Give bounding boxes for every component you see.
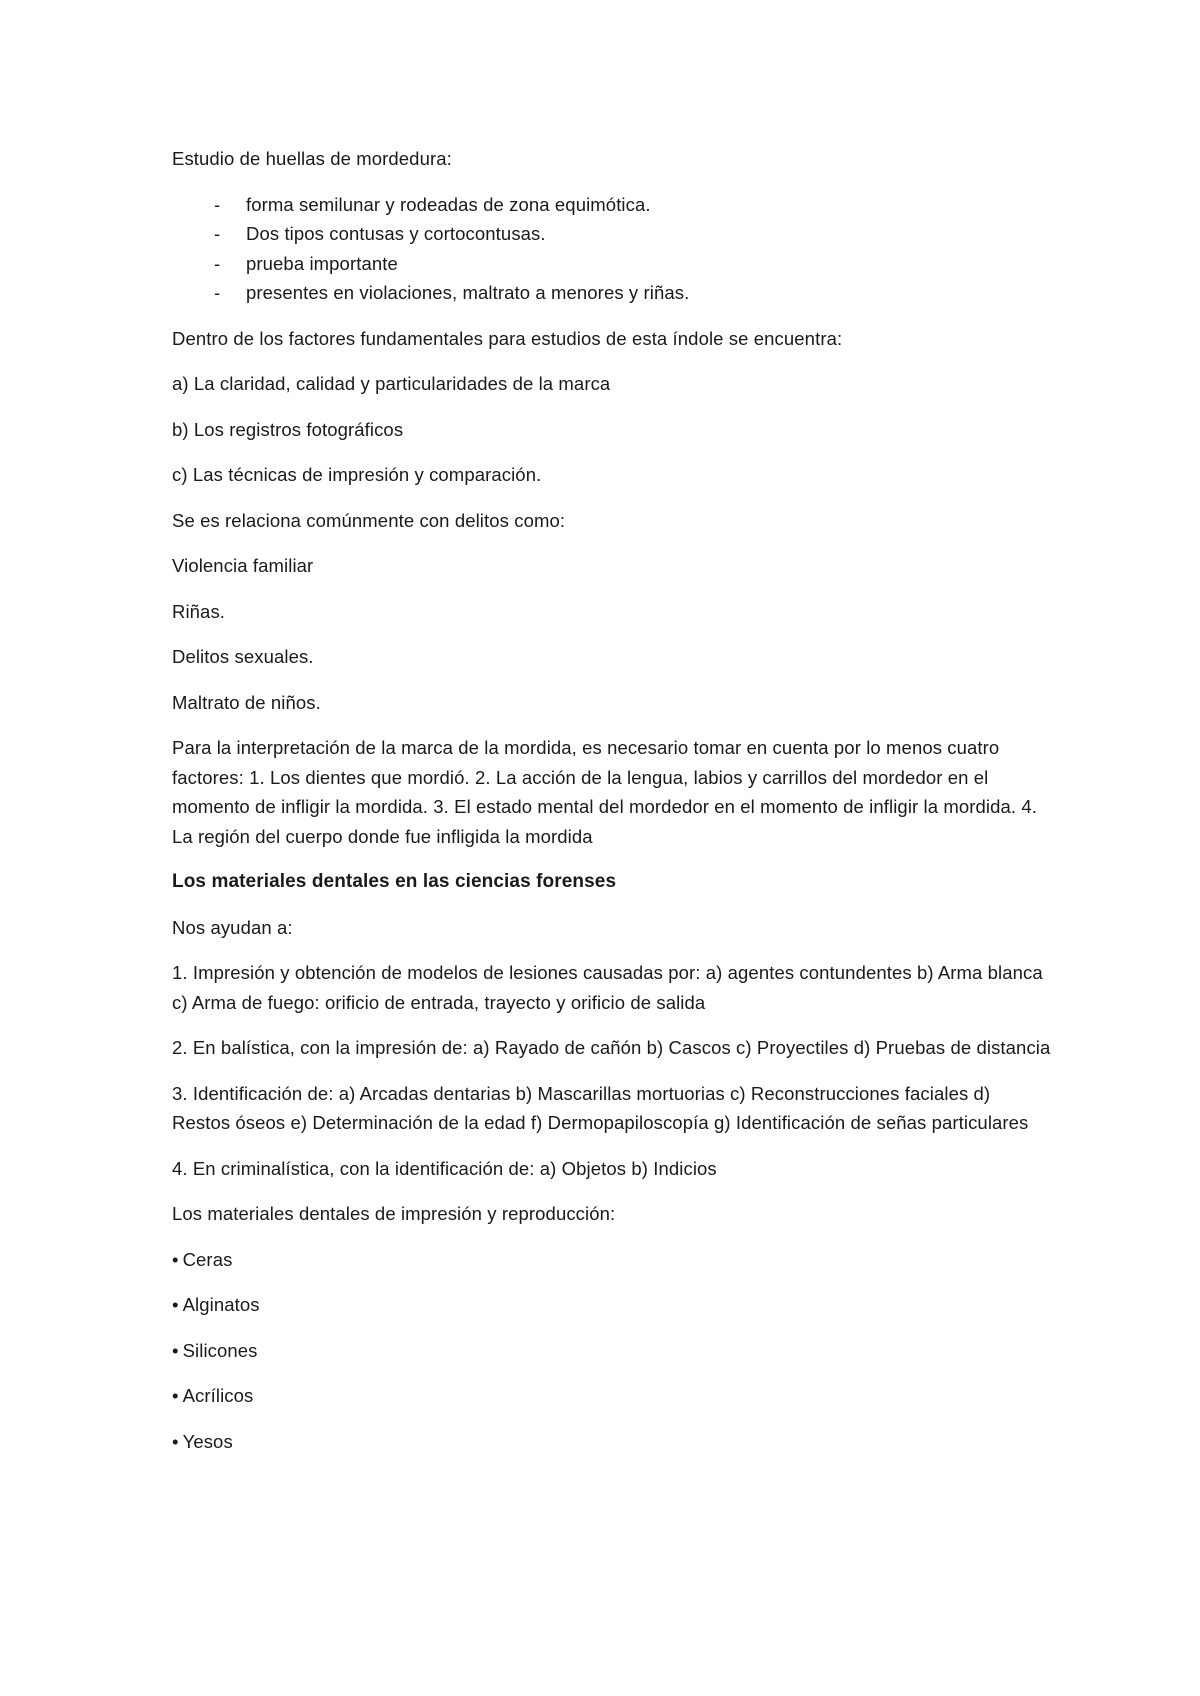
material-item (172, 1245, 1052, 1275)
factor-item: b) Los registros fotográficos (172, 418, 404, 440)
numbered-item: 3. Identificación de: a) Arcadas dentarias b) Mascarillas mortuorias c) Reconstrucciones faciales d) Restos óseos e) Determinación de la edad f) Dermopapiloscopía g) Identificación de señas particulares (172, 1082, 1029, 1133)
bullet-icon: • (172, 1248, 179, 1270)
document-body (172, 144, 1052, 1472)
material-item (172, 1290, 1052, 1320)
dash-list-item (172, 190, 1052, 220)
dash-marker: - (214, 193, 221, 215)
dash-marker: - (214, 223, 221, 244)
material-item-text: Ceras (182, 1248, 233, 1270)
bullet-icon: • (172, 1430, 179, 1452)
help-intro: Nos ayudan a: (172, 916, 293, 938)
bullet-icon: • (172, 1339, 179, 1361)
crime-item: Riñas. (172, 600, 226, 622)
section-heading: Los materiales dentales en las ciencias forenses (172, 871, 617, 892)
intro-title: Estudio de huellas de mordedura: (172, 148, 452, 169)
crime-item: Maltrato de niños. (172, 691, 321, 713)
dash-item-text: Dos tipos contusas y cortocontusas. (246, 223, 546, 244)
bullet-icon: • (172, 1385, 179, 1406)
dash-list (172, 190, 1052, 308)
dash-list-item (172, 249, 1052, 279)
crime-item: Delitos sexuales. (172, 646, 314, 667)
material-item-text: Alginatos (182, 1294, 260, 1315)
numbered-item: 1. Impresión y obtención de modelos de lesiones causadas por: a) agentes contundentes b) Arma blanca c) Arma de fuego: orificio de entrada, trayecto y orificio de salida (172, 962, 1043, 1013)
dash-list-item (172, 278, 1052, 308)
material-item (172, 1427, 1052, 1457)
material-item-text: Acrílicos (182, 1385, 254, 1406)
numbered-item: 4. En criminalística, con la identificación de: a) Objetos b) Indicios (172, 1157, 717, 1179)
interpretation-paragraph: Para la interpretación de la marca de la mordida, es necesario tomar en cuenta por lo menos cuatro factores: 1. Los dientes que mordió. 2. La acción de la lengua, labios y carrillos del mordedor en el momento de infligir la mordida. 3. El estado mental del mordedor en el momento de infligir la mordida. 4. La región del cuerpo donde fue infligida la mordida (172, 737, 1038, 847)
material-item (172, 1381, 1052, 1411)
numbered-item: 2. En balística, con la impresión de: a) Rayado de cañón b) Cascos c) Proyectiles d) Pruebas de distancia (172, 1037, 1051, 1058)
crime-item: Violencia familiar (172, 555, 314, 576)
factor-item: c) Las técnicas de impresión y comparación. (172, 464, 542, 485)
dash-item-text: forma semilunar y rodeadas de zona equimótica. (246, 193, 651, 215)
dash-item-text: presentes en violaciones, maltrato a menores y riñas. (246, 282, 690, 303)
factor-item: a) La claridad, calidad y particularidades de la marca (172, 373, 611, 394)
material-item (172, 1336, 1052, 1366)
factors-intro: Dentro de los factores fundamentales para estudios de esta índole se encuentra: (172, 327, 843, 349)
dash-list-item (172, 219, 1052, 249)
material-item-text: Silicones (182, 1339, 258, 1361)
crimes-intro: Se es relaciona comúnmente con delitos como: (172, 509, 566, 531)
materials-intro: Los materiales dentales de impresión y reproducción: (172, 1203, 616, 1224)
material-item-text: Yesos (182, 1430, 233, 1452)
dash-marker: - (214, 252, 221, 274)
dash-marker: - (214, 282, 221, 303)
dash-item-text: prueba importante (246, 252, 398, 274)
bullet-icon: • (172, 1294, 179, 1315)
